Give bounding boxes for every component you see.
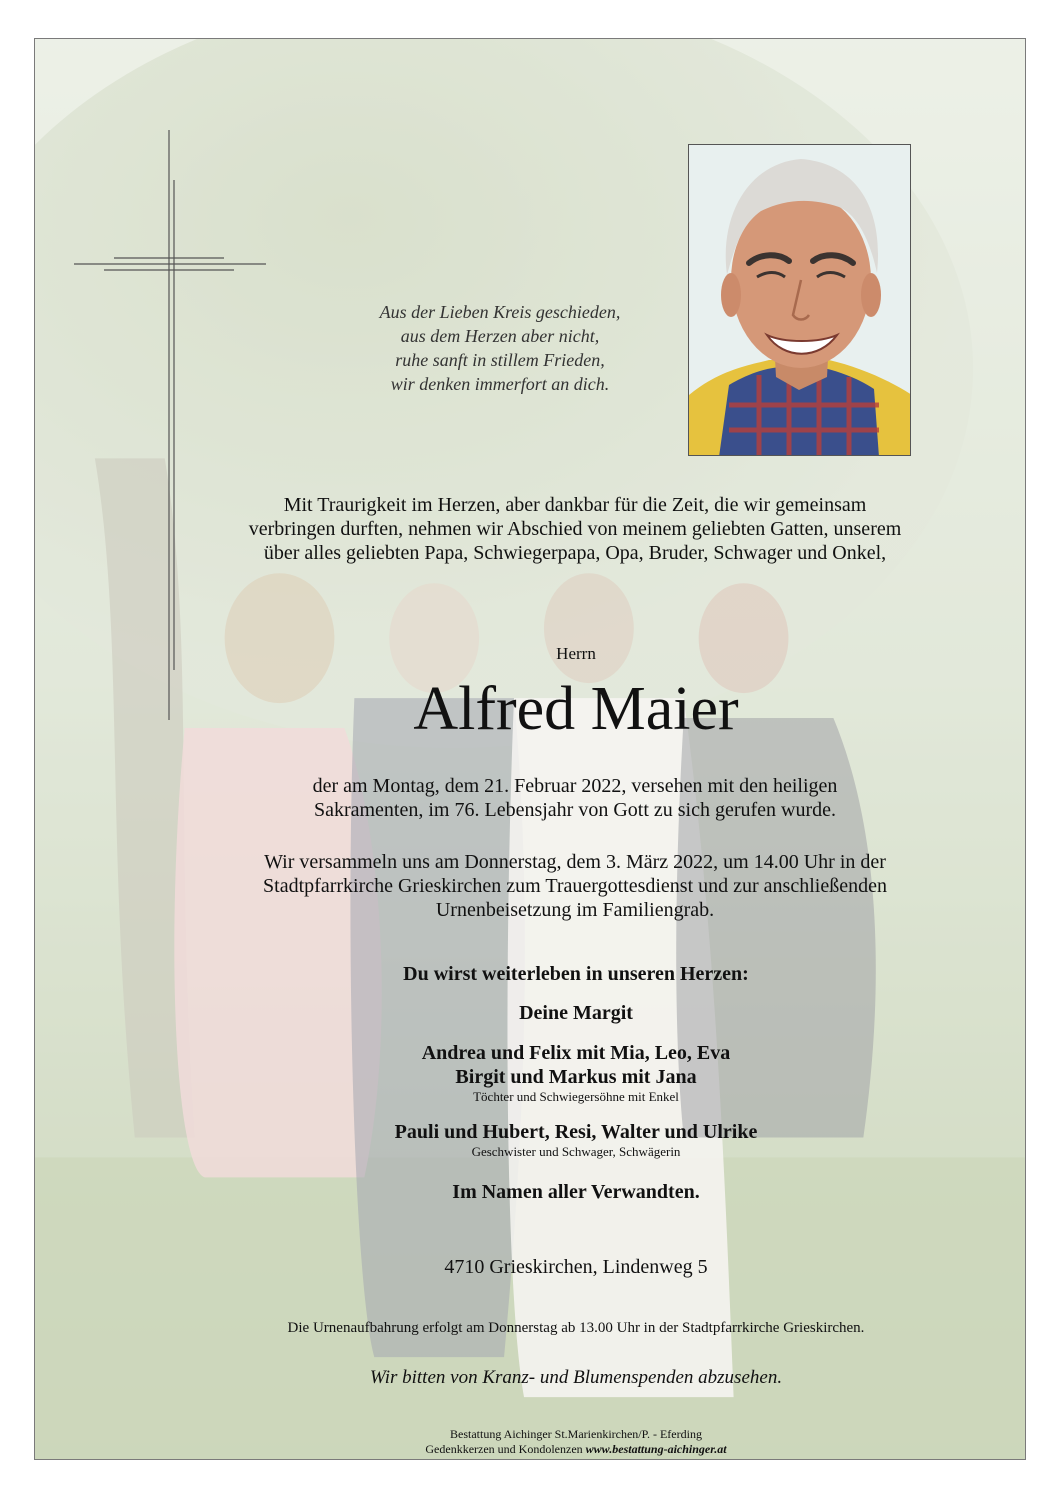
death-line: der am Montag, dem 21. Februar 2022, versehen mit den heiligen xyxy=(312,775,838,797)
poem-line: aus dem Herzen aber nicht, xyxy=(400,326,600,346)
mourner-spouse: Deine Margit xyxy=(519,1002,633,1024)
viewing-note: Die Urnenaufbahrung erfolgt am Donnerstag ab 13.00 Uhr in der Stadtpfarrkirche Grieskirchen. xyxy=(287,1320,865,1336)
mourners-heading: Du wirst weiterleben in unseren Herzen: xyxy=(403,963,749,985)
intro-line: über alles geliebten Papa, Schwiegerpapa, Opa, Bruder, Schwager und Onkel, xyxy=(263,542,887,564)
salutation: Herrn xyxy=(556,644,596,663)
footer-website-link[interactable]: www.bestattung-aichinger.at xyxy=(585,1442,727,1456)
intro-line: Mit Traurigkeit im Herzen, aber dankbar für die Zeit, die wir gemeinsam xyxy=(283,494,867,516)
funeral-home-footer xyxy=(276,1427,876,1457)
siblings-note: Geschwister und Schwager, Schwägerin xyxy=(471,1144,681,1159)
intro-text xyxy=(200,493,950,565)
siblings-line: Pauli und Hubert, Resi, Walter und Ulrike xyxy=(394,1121,758,1143)
deceased-portrait xyxy=(688,144,911,456)
poem-line: ruhe sanft in stillem Frieden, xyxy=(395,350,605,370)
mourners-relatives: Im Namen aller Verwandten. xyxy=(452,1181,700,1203)
footer-prefix: Gedenkkerzen und Kondolenzen xyxy=(425,1442,583,1456)
children-line: Birgit und Markus mit Jana xyxy=(455,1066,697,1088)
flowers-note: Wir bitten von Kranz- und Blumenspenden abzusehen. xyxy=(369,1367,783,1388)
death-line: Sakramenten, im 76. Lebensjahr von Gott zu sich gerufen wurde. xyxy=(313,799,837,821)
footer-line-2 xyxy=(276,1442,876,1457)
deceased-name: Alfred Maier xyxy=(413,675,739,743)
death-notice xyxy=(250,774,900,822)
children-note: Töchter und Schwiegersöhne mit Enkel xyxy=(473,1089,679,1104)
cross-icon xyxy=(74,130,270,720)
service-line: Stadtpfarrkirche Grieskirchen zum Trauergottesdienst und zur anschließenden xyxy=(263,875,887,897)
footer-line: Bestattung Aichinger St.Marienkirchen/P. - Eferding xyxy=(450,1427,702,1441)
memorial-poem xyxy=(300,300,700,396)
intro-line: verbringen durften, nehmen wir Abschied von meinem geliebten Gatten, unserem xyxy=(248,518,902,540)
children-line: Andrea und Felix mit Mia, Leo, Eva xyxy=(421,1042,731,1064)
address: 4710 Grieskirchen, Lindenweg 5 xyxy=(444,1256,708,1278)
mourners-siblings xyxy=(276,1120,876,1160)
service-line: Urnenbeisetzung im Familiengrab. xyxy=(435,899,715,921)
mourners-children xyxy=(276,1041,876,1105)
service-line: Wir versammeln uns am Donnerstag, dem 3. März 2022, um 14.00 Uhr in der xyxy=(264,851,886,873)
poem-line: Aus der Lieben Kreis geschieden, xyxy=(379,302,621,322)
service-info xyxy=(200,850,950,922)
poem-line: wir denken immerfort an dich. xyxy=(390,374,610,394)
